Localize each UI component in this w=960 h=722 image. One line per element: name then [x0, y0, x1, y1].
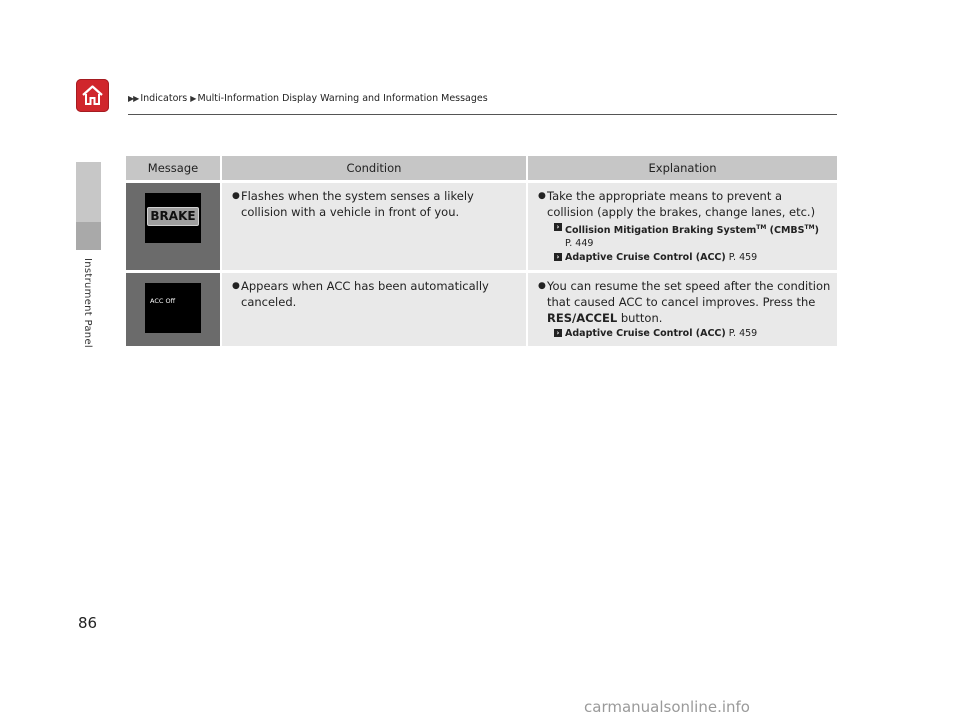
column-header-condition: Condition — [222, 156, 528, 180]
breadcrumb-arrow-icon: ▶▶ — [128, 94, 139, 103]
reference-arrow-icon: › — [554, 329, 562, 337]
explanation-text: ● Take the appropriate means to prevent a collision (apply the brakes, change lanes, etc.) — [538, 188, 831, 220]
column-header-explanation: Explanation — [528, 156, 837, 180]
message-image-cell — [126, 270, 222, 346]
breadcrumb-arrow-icon: ▶ — [190, 94, 196, 103]
breadcrumb — [128, 93, 488, 104]
explanation-cell — [528, 270, 837, 346]
home-icon — [80, 83, 105, 108]
condition-text: ● Flashes when the system senses a likely collision with a vehicle in front of you. — [232, 188, 520, 220]
page-number: 86 — [78, 614, 98, 632]
reference-link[interactable]: › Adaptive Cruise Control (ACC) P. 459 — [538, 327, 831, 340]
table-row — [126, 180, 837, 270]
reference-link[interactable]: › Adaptive Cruise Control (ACC) P. 459 — [538, 251, 831, 264]
reference-page: P. 449 — [565, 238, 594, 250]
acc-off-message-text: ACC Off — [150, 297, 176, 306]
watermark: carmanualsonline.info — [584, 698, 750, 716]
breadcrumb-item[interactable]: Indicators — [140, 93, 188, 104]
reference-arrow-icon: › — [554, 223, 562, 231]
breadcrumb-item[interactable]: Multi-Information Display Warning and Information Messages — [197, 93, 488, 104]
reference-arrow-icon: › — [554, 253, 562, 261]
table-row — [126, 270, 837, 346]
table-header-row — [126, 156, 837, 180]
side-tab-active — [76, 222, 101, 250]
explanation-text: ● You can resume the set speed after the condition that caused ACC to cancel improves. Press the RES/ACCEL button. — [538, 278, 831, 326]
message-table — [126, 156, 837, 346]
message-image-cell — [126, 180, 222, 270]
brake-message-text: BRAKE — [147, 207, 199, 226]
reference-link[interactable]: › Collision Mitigation Braking System™ (CMBS™) — [538, 221, 831, 237]
home-button[interactable] — [76, 79, 109, 112]
brake-display — [145, 193, 201, 243]
side-tab-top — [76, 162, 101, 222]
explanation-cell — [528, 180, 837, 270]
acc-off-display — [145, 283, 201, 333]
side-tab-label: Instrument Panel — [82, 258, 93, 348]
condition-text: ● Appears when ACC has been automatically canceled. — [232, 278, 520, 310]
condition-cell — [222, 180, 528, 270]
column-header-message: Message — [126, 156, 222, 180]
condition-cell — [222, 270, 528, 346]
header-divider — [128, 114, 837, 115]
